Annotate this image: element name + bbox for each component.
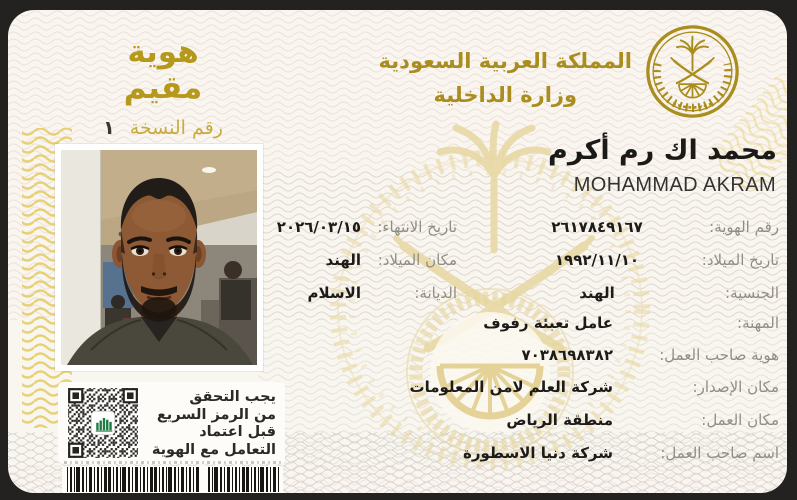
- warning-line: التعامل مع الهوية: [151, 441, 276, 458]
- qr-warning-text: [152, 389, 276, 459]
- field-label: اسم صاحب العمل:: [660, 444, 779, 462]
- kingdom-name: المملكة العربية السعودية: [378, 48, 632, 73]
- ministry-name: وزارة الداخلية: [433, 82, 578, 107]
- field-value: منطقة الرياض: [506, 411, 613, 429]
- field-employer-id: [521, 346, 779, 370]
- ministry-text-block: [379, 35, 632, 107]
- holder-name-arabic: محمد اك رم أكرم: [548, 135, 777, 166]
- field-value: ١٩٩٢/١١/١٠: [554, 251, 640, 269]
- field-occupation: [483, 314, 779, 338]
- field-value: الهند: [579, 284, 615, 302]
- field-label: الجنسية:: [725, 284, 779, 302]
- field-work-place: [506, 411, 779, 435]
- field-label: الديانة:: [414, 284, 457, 302]
- field-label: المهنة:: [737, 314, 779, 332]
- field-employer-name: [463, 444, 779, 468]
- security-microtext-line: [64, 461, 283, 464]
- field-value: ٢٦١٧٨٤٩١٦٧: [551, 218, 643, 236]
- field-label: مكان العمل:: [701, 411, 779, 429]
- qr-verification-panel: [58, 382, 285, 464]
- holder-name-latin: MOHAMMAD AKRAM: [573, 174, 776, 196]
- field-value: شركة العلم لامن المعلومات: [409, 378, 613, 396]
- field-birth-place: [241, 251, 457, 275]
- resident-id-card: [8, 10, 787, 493]
- field-birth-date: [521, 251, 779, 275]
- field-label: هوية صاحب العمل:: [659, 346, 779, 364]
- ministry-brand-block: [379, 22, 741, 119]
- field-label: تاريخ الانتهاء:: [377, 218, 457, 236]
- barcode: [62, 466, 283, 493]
- card-type-title: هوية مقيم: [123, 34, 203, 106]
- field-religion: [241, 284, 457, 308]
- warning-line: من الرمز السريع: [156, 406, 276, 423]
- field-value: ٧٠٣٨٦٩٨٣٨٢: [521, 346, 613, 364]
- field-value: الاسلام: [307, 284, 361, 302]
- field-id-number: [521, 218, 779, 242]
- qr-center-logo-icon: [91, 411, 114, 434]
- field-value: شركة دنيا الاسطورة: [463, 444, 613, 462]
- portrait-photo-image: [61, 150, 257, 365]
- version-row: [92, 117, 234, 139]
- warning-line: قبل اعتماد: [199, 424, 276, 440]
- qr-code: [67, 387, 139, 459]
- card-title-block: [92, 34, 234, 139]
- field-label: مكان الإصدار:: [692, 378, 779, 396]
- field-label: مكان الميلاد:: [377, 251, 457, 269]
- field-value: عامل تعبئة رفوف: [483, 314, 613, 332]
- ministry-of-interior-crest-icon: [644, 22, 741, 119]
- field-label: رقم الهوية:: [709, 218, 779, 236]
- warning-line: يجب التحقق: [189, 389, 276, 405]
- field-value: الهند: [325, 251, 361, 269]
- field-expiry-date: [241, 218, 457, 242]
- version-label: رقم النسخة: [129, 117, 223, 139]
- version-number: ١: [103, 117, 115, 139]
- field-value: ٢٠٢٦/٠٣/١٥: [276, 218, 361, 236]
- portrait-photo: [55, 144, 263, 371]
- field-nationality: [521, 284, 779, 308]
- field-issue-place: [410, 378, 779, 402]
- field-label: تاريخ الميلاد:: [701, 251, 779, 269]
